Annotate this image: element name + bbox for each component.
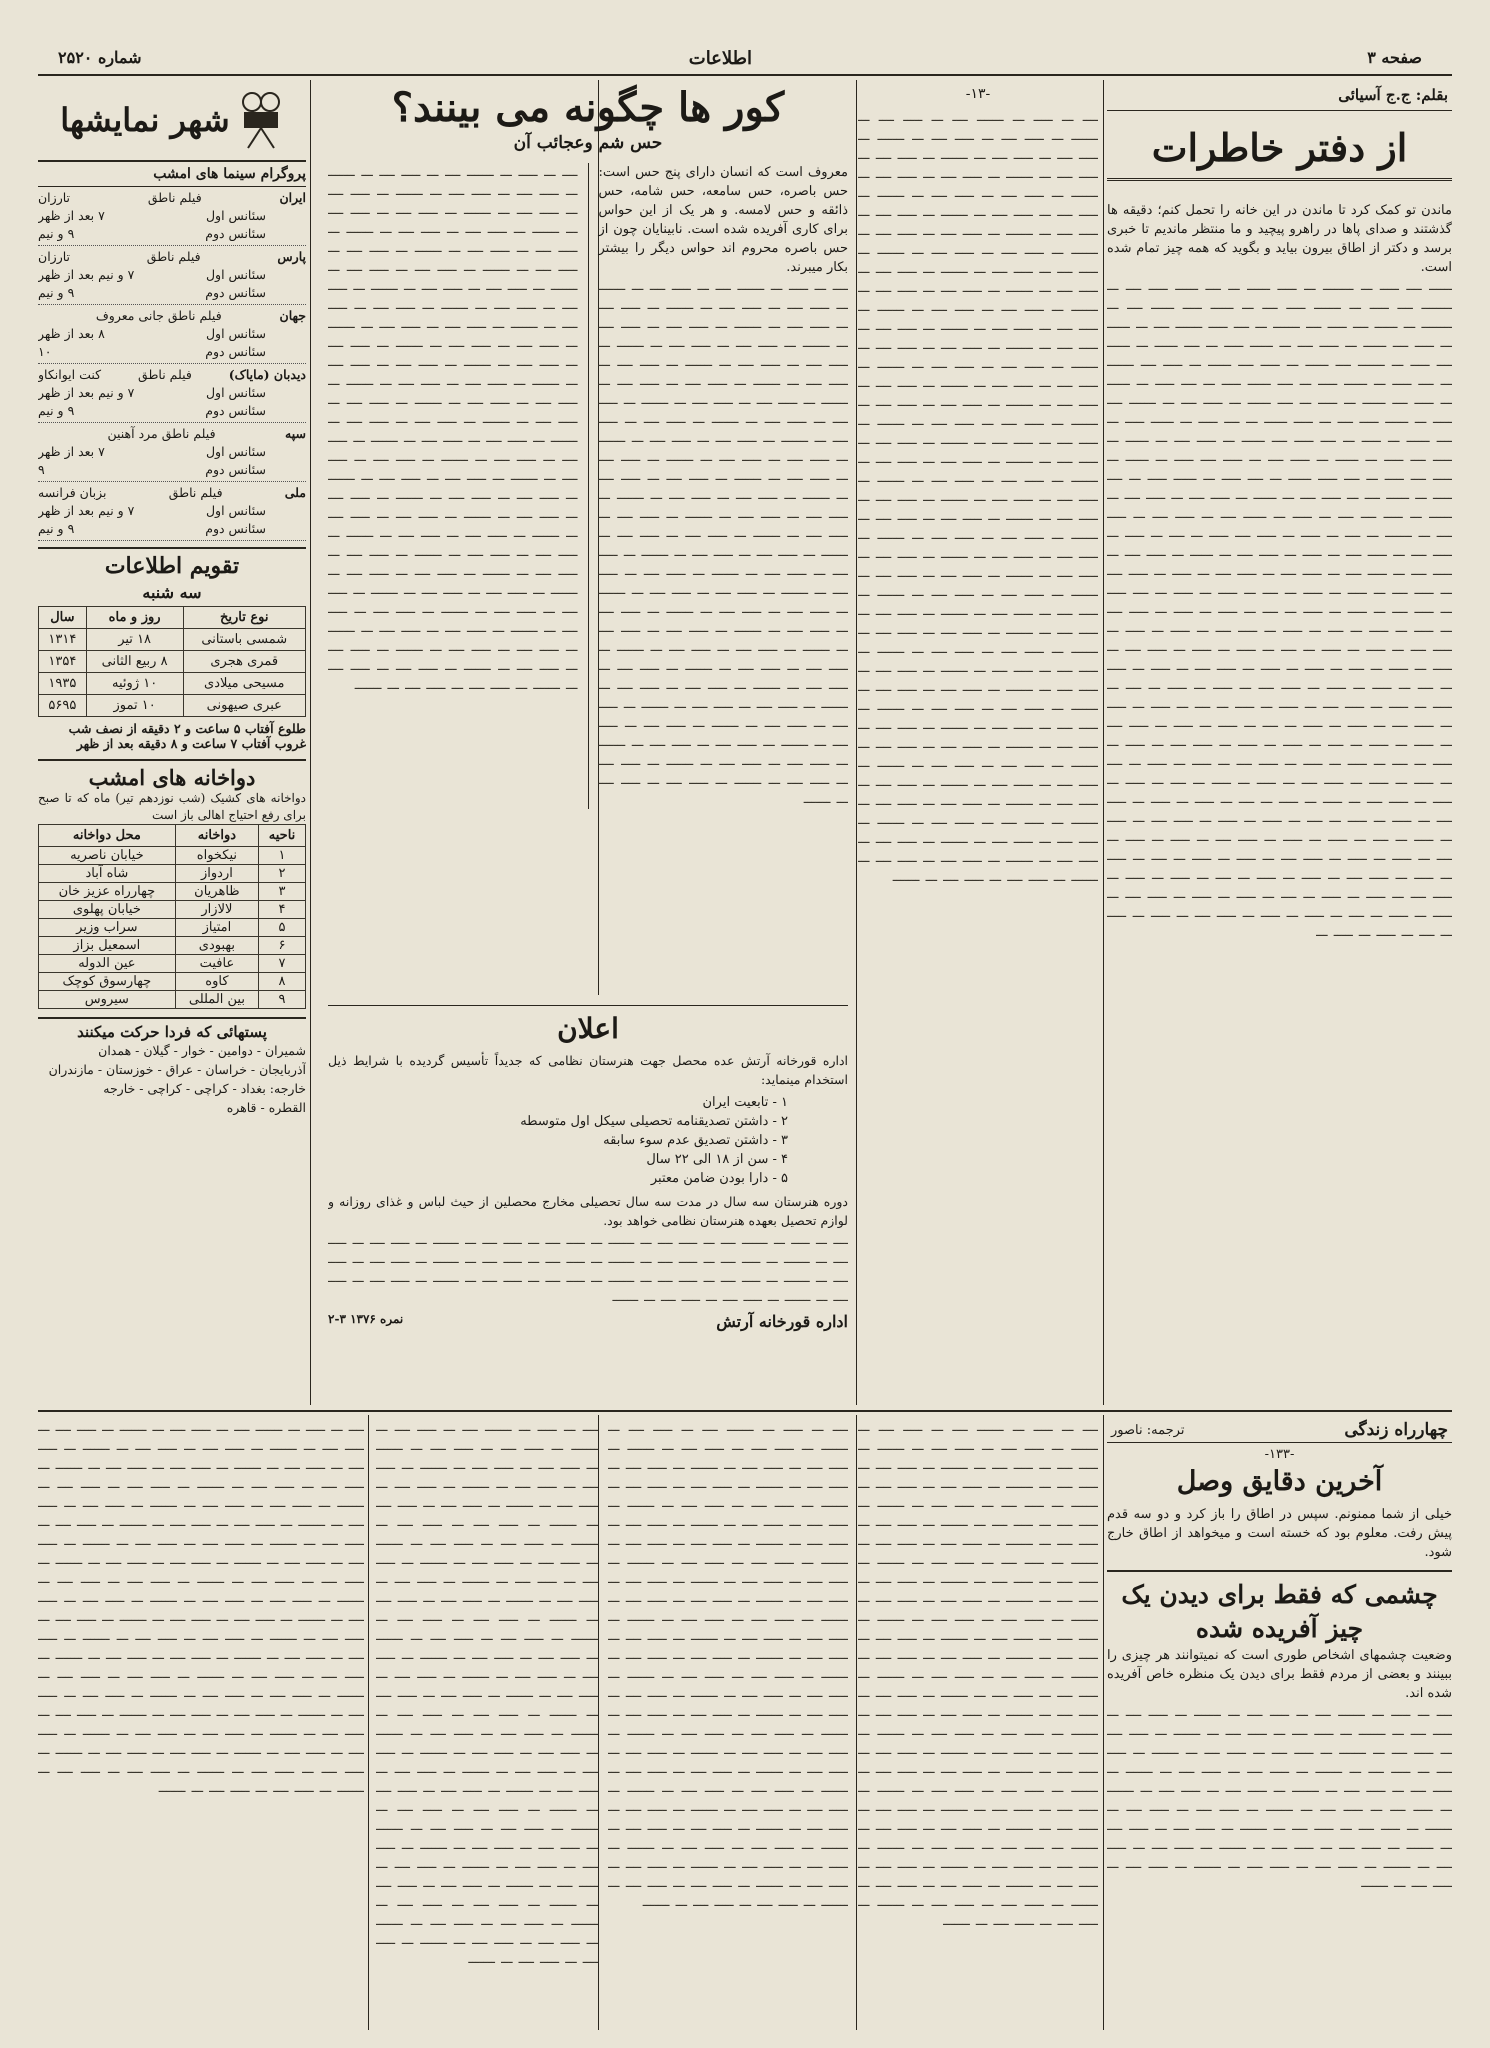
memoir-body: ــــــ ــــ ـــــ ـــ ــــــــ ـــ ـــــ ــــــ ـــ ــــ ــــــ ـــــ ــــ ـــ ــــــــ ــــ ـــــ ـــ ـــــــ ـــــ ــــ ـــ ــــــ ـــــ ــــــ ــــ ـــ ــــــــ ـــ ــــــ ــــ ـــــ ــــ ـــــــ ـــ ــــ ـــــ ـــــــ ــــ ـــ ــــــ ـــ ـــــ ــــ ــــــ ـــ ـــــ ــــ ـــ ــــــ ـــــ ـــ ــــ ــــــ ـــ ــــــ ــــ ـــــ ـــ ـــــــ ــــ ــــــ ـــ ـــــ ــــ ــــــ ـــ ـــــ ــــ ـــــــ ـــ ــــ ـــــ ـــ ــــــ ـــــ ـــ ــــ ــــــ ـــــ ـــ ــــ ـــــ ـــ ــــــ ـــ ـــــ ــــ ــــــ ـــ ـــــ ـــ ــــ ــــــ ـــ ـــــ ــــ ـــ ـــــــ ــــ ـــــ ـــ ــــــ ـــــ ــــ ـــ ـــــ ــــــ ـــ ــــ ـــــ ـــ ــــــ ـــــ ـــ ــــ ــــــ ـــ ـــــ ـــ ــــ ـــــ ــــ ــــــ ـــ ـــــ ــــ ـــ ــــــ ـــ ـــــ ــــ ـــــ ـــ ــــــ ـــ ـــــ ــــ ـــ ـــــ ــــ ـــــ ـــ ــــــ ـــ ـــــ ــــ ـــــ ـــ ــــ ـــــ ــــــ ـــ ــــ ـــــ ـــ ــــــ ـــــ ـــ ــــ ـــــ ـــ ــــــ ــــ ـــ ـــــ ــــ ـــ ــــــ ـــ ـــــ ــــ ـــ ـــــ ــــ ـــ ــــــ ـــ ـــــ ــــ ــــ ـــ ـــــ ـــ ــــــ ــــ ـــ ـــــ ــــ ـــ ـــــ ــــ ـــ ـــــــ ـــ ــــ ـــ ـــــ ـــ ـــــ ــــ ـــــ ـــ ــــ ـــ ـــــ ـــ ـــــ ــــ ـــ ـــــ ــــ ـــ ـــــ ـــ ـــــ ــــ ـــ ــــــ ـــ ـــــ ــــ ـــ ـــــ ــــ ـــ ـــــ ــــ ـــ ـــــ ــــ ـــ ـــــ ــــ ـــ ـــــ ـــ ـــــ ــــ ـــ ـــــ ــــ ـــ ـــــ ـــ ـــــ ـــ ــــ ـــ ـــــ ـــ ـــــ ـــ ــــ ـــــ ـــ ـــــ ــــ ـــ ـــــ ـــ ـــــ ـــ ــــ ـــ ـــــ ـــ ـــــ ـــ ـــــ ــــ ـــ ـــــ ـــ ـــــ ـــ ــــ ـــ ـــــ ـــ ـــــ ــــ ـــ ـــــ ـــ ـــــ ـــ ـــــ ــــ ـــ ـــــ ـــ ـــــ ـــ ــــ ـــ ـــــ ـــ ـــــ ـــ ـــــ ــــ ـــ ـــــ ـــ ـــــ ـــ ــــ ـــ ـــــ ـــ ـــــ ـــ ـــــ ــــ ـــ ـــــ ـــ ـــــ ـــ ــــ ـــ ـــــ ـــ ـــــ ـــ ـــــ ــــ ـــ ـــــ ـــ ـــــ ـــ ــــ ـــ ـــــ ـــ ـــــ ـــ ـــــ ــــ ـــ ـــــ ـــ ـــــ ـــ ــــ ـــ ـــــ ـــ ـــــ ـــ ـــــ ــــ ـــ ـــــ ـــ ـــــ ـــ ــــ ـــ ـــــ ـــ ـــــ ـــ ـــــ ــــ ـــ ـــــ ـــ ـــــ ـــ ــــ ـــ ـــــ ـــ ـــــ ـــ ـــــ ــــ ـــ ـــــ ـــ ـــــ ـــ ــــ ـــ ـــــ ـــ ـــــ ـــ ـــــ ــــ ـــ ـــــ ـــ ـــــ ـــ ــــ ـــ ـــــ ـــ ـــــ ـــ ـــــ ــــ ـــ ـــــ ـــ ـــــ ـــ ــــ ـــ ـــــ ـــ ـــــ ـــ ـــــ ــــ ـــ ـــــ ـــ ـــــ ـــ ــــ ـــ ـــــ ـــ ـــــ ـــ ـــــ ــــ ـــ ـــــ ـــ ـــــ ـــ ــــ ـــ ـــــ ـــ ـــــ ـــ ـــــ ــــ ـــ ـــــ ـــ ـــــ ـــ ــــ ـــ ـــــ ـــ ـــــ ـــ ـــــ ــــ ـــ ـــــ ـــ ـــــ ـــ ــــ ـــ ـــــ ـــ ـــــ ـــ ـــــ ــــ ـــ ـــــ ـــ ـــــ ـــ ــــ ـــ ـــــ ـــ ـــــ ـــ ـــــ ــــ ـــ ـــــ ـــ ـــــ ـــ ــــ ـــ ـــــ ـــ ـــــ ـــ ـــــ ــــ ـــ ـــــ ـــ ـــــ ـــ ــــ ـــ ـــــ ـــ ـــــ ـــ ـــــ ــــ ـــ ـــــ ـــ ـــــ ـــ ــــ ـــ ـــــ ـــ ـــــ ـــ ـــــ ــــ ـــ ـــــ ـــ ـــــ ـــ ــــ ـــ ـــــ ـــ ـــــ ـــ [1107, 279, 1452, 940]
post-title: پستهائی که فردا حرکت میکنند [77, 1023, 267, 1041]
calendar-cell: ۱۸ تیر [86, 629, 183, 651]
cinema-time: ۹ [38, 462, 45, 477]
calendar-table [38, 606, 306, 717]
column-divider [1103, 80, 1104, 1405]
memoir-number: -۱۳- [965, 86, 991, 102]
calendar-cell: ۱۰ ژوئیه [86, 673, 183, 695]
cinema-name: ایران [279, 190, 306, 205]
column-divider [856, 1415, 857, 2030]
calendar-row [39, 673, 306, 695]
pharmacy-cell: ۸ [259, 973, 306, 991]
pharmacy-cell: ۱ [259, 847, 306, 865]
blind-body-col2: ــــ ـــ ـــــ ـــ ـــــــ ــــ ـــ ـــــ ــــ ـــ ـــــــ ـــ ـــــ ــــ ـــ ـــــ ــــ ـــ ـــــــ ـــ ـــــ ــــ ـــ ـــــ ــــ ـــ ـــــــ ـــ ـــــ ــــ ـــ ـــــ ــــ ـــ ـــــــ ـــ ـــــ ــــ ـــ ـــــ ــــ ـــ ـــــــ ـــ ـــــ ــــ ـــ ـــــ ــــ ـــ ـــــــ ـــ ـــــ ــــ ـــ ـــــ ــــ ـــ ـــــــ ـــ ـــــ ــــ ـــ ـــــ ــــ ـــ ـــــــ ـــ ـــــ ــــ ـــ ـــــ ــــ ـــ ـــــــ ـــ ـــــ ــــ ـــ ـــــ ــــ ـــ ـــــــ ـــ ـــــ ــــ ـــ ـــــ ــــ ـــ ـــــــ ـــ ـــــ ــــ ـــ ـــــ ــــ ـــ ـــــــ ـــ ـــــ ــــ ـــ ـــــ ــــ ـــ ـــــــ ـــ ـــــ ــــ ـــ ـــــ ــــ ـــ ـــــــ ـــ ـــــ ــــ ـــ ـــــ ــــ ـــ ـــــــ ـــ ـــــ ــــ ـــ ـــــ ــــ ـــ ـــــــ ـــ ـــــ ــــ ـــ ـــــ ــــ ـــ ـــــــ ـــ ـــــ ــــ ـــ ـــــ ــــ ـــ ـــــــ ـــ ـــــ ــــ ـــ ـــــ ــــ ـــ ـــــــ ـــ ـــــ ــــ ـــ ـــــ ــــ ـــ ـــــــ ـــ ـــــ ــــ ـــ ـــــ ــــ ـــ ـــــــ ـــ ـــــ ــــ ـــ ـــــ ــــ ـــ ـــــــ ـــ ـــــ ــــ ـــ ـــــ ــــ ـــ ـــــــ ـــ ـــــ ــــ ـــ ـــــ ــــ ـــ ـــــــ ـــ ـــــ ــــ ـــ ـــــ ــــ ـــ ـــــــ ـــ ـــــ ــــ ـــ ـــــ ــــ ـــ ـــــــ ـــ ـــــ ــــ ـــ ـــــ ــــ ـــ ـــــــ ـــ ـــــ ــــ ـــ ـــــ ــــ ـــ ـــــــ ـــ ـــــ ــــ ـــ ـــــ ــــ ـــ ـــــــ ـــ ـــــ ــــ ـــ ـــــ ــــ ـــ ـــــــ ـــ ـــــ ــــ ـــ ـــــ ــــ ـــ ـــــــ ـــ ـــــ ــــ ـــ ـــــ ــــ ـــ ـــــــ ـــ ـــــ ــــ ـــ ـــــ ــــ ـــ ـــــــ ـــ ـــــ ــــ ـــ ـــــ ــــ ـــ ـــــــ ـــ ـــــ ــــ ـــ ـــــ ــــ ـــ ـــــــ ـــ ـــــ ــــ ـــ ـــــ ــــ ـــ ـــــــ ـــ ـــــ ــــ ـــ ـــــ ــــ ـــ ـــــــ ـــ ـــــ ــــ ـــ ـــــ ــــ ـــ ـــــــ [328, 165, 578, 693]
issue-number: شماره ۲۵۲۰ [58, 48, 142, 67]
notice-signature: اداره قورخانه آرتش [716, 1312, 848, 1331]
blind-subtitle: حس شم وعجائب آن [513, 133, 663, 153]
cinema-entry [38, 246, 306, 305]
story-text: ــــ ـــ ـــــ ـــ ـــــــ ــــ ـــ ـــــ ــــ ـــ ـــــــ ـــ ـــــ ــــ ـــ ـــــ ــــ ـــ ـــــــ ـــ ـــــ ــــ ـــ ـــــ ــــ ـــ ـــــــ ـــ ـــــ ــــ ـــ ـــــ ــــ ـــ ـــــــ ـــ ـــــ ــــ ـــ ـــــ ــــ ـــ ـــــــ ـــ ـــــ ــــ ـــ ـــــ ــــ ـــ ـــــــ ـــ ـــــ ــــ ـــ ـــــ ــــ ـــ ـــــــ ـــ ـــــ ــــ ـــ ـــــ ــــ ـــ ـــــــ ـــ ـــــ ــــ ـــ ـــــ ــــ ـــ ـــــــ ـــ ـــــ ــــ ـــ ـــــ ــــ ـــ ـــــــ ـــ ـــــ ــــ ـــ ـــــ ــــ ـــ ـــــــ ـــ ـــــ ــــ ـــ ـــــ ــــ ـــ ـــــــ ـــ ـــــ ــــ ـــ ـــــ ــــ ـــ ـــــــ ـــ ـــــ ــــ ـــ ـــــ ــــ ـــ ـــــــ ـــ ـــــ ــــ ـــ ـــــ ــــ ـــ ـــــــ ـــ ـــــ ــــ ـــ ـــــ ــــ ـــ ـــــــ ـــ ـــــ ــــ ـــ ـــــ ــــ ـــ ـــــــ ـــ ـــــ ــــ ـــ ـــــ ــــ ـــ ـــــــ ـــ ـــــ ــــ ـــ ـــــ ــــ ـــ ـــــــ ـــ ـــــ ــــ ـــ ـــــ ــــ ـــ ـــــــ ـــ ـــــ ــــ ـــ ـــــ ــــ ـــ ـــــــ ـــ ـــــ ــــ ـــ ـــــ ــــ ـــ ـــــــ ـــ ـــــ ــــ ـــ ـــــ ــــ ـــ ـــــــ ـــ ـــــ ــــ ـــ ـــــ ــــ ـــ ـــــــ ـــ ـــــ ــــ ـــ ـــــ ــــ ـــ ـــــــ ـــ ـــــ ــــ ـــ ـــــ ــــ ـــ ـــــــ ـــ ـــــ ــــ ـــ ـــــ ــــ ـــ ـــــــ ـــ ـــــ ــــ ـــ ـــــ ــــ ـــ ـــــــ ـــ ـــــ ــــ ـــ ـــــ ــــ ـــ ـــــــ ـــ ـــــ ــــ ـــ ـــــ ــــ ـــ ـــــــ ـــ ـــــ ــــ ـــ ـــــ ــــ ـــ ـــــــ ـــ ـــــ ــــ ـــ ـــــ ــــ ـــ ـــــــ ـــ ـــــ ــــ ـــ ـــــ ــــ ـــ ـــــــ ـــ ـــــ ــــ ـــ ـــــ ــــ ـــ ـــــــ ـــ ـــــ ــــ ـــ ـــــ ــــ ـــ ـــــــ [38, 1420, 364, 1796]
calendar-cell: ۵۶۹۵ [39, 695, 87, 717]
story-text: ــــ ـــ ـــــ ـــ ـــــــ ــــ ـــ ـــــ ــــ ـــ ـــــــ ـــ ـــــ ــــ ـــ ـــــ ــــ ـــ ـــــــ ـــ ـــــ ــــ ـــ ـــــ ــــ ـــ ـــــــ ـــ ـــــ ــــ ـــ ـــــ ــــ ـــ ـــــــ ـــ ـــــ ــــ ـــ ـــــ ــــ ـــ ـــــــ ـــ ـــــ ــــ ـــ ـــــ ــــ ـــ ـــــــ ـــ ـــــ ــــ ـــ ـــــ ــــ ـــ ـــــــ ـــ ـــــ ــــ ـــ ـــــ ــــ ـــ ـــــــ ـــ ـــــ ــــ ـــ ـــــ ــــ ـــ ـــــــ ـــ ـــــ ــــ ـــ ـــــ ــــ ـــ ـــــــ ـــ ـــــ ــــ ـــ ـــــ ــــ ـــ ـــــــ ـــ ـــــ ــــ ـــ ـــــ ــــ ـــ ـــــــ ـــ ـــــ ــــ ـــ ـــــ ــــ ـــ ـــــــ ـــ ـــــ ــــ ـــ ـــــ ــــ ـــ ـــــــ ـــ ـــــ ــــ ـــ ـــــ ــــ ـــ ـــــــ ـــ ـــــ ــــ ـــ ـــــ ــــ ـــ ـــــــ ـــ ـــــ ــــ ـــ ـــــ ــــ ـــ ـــــــ ـــ ـــــ ــــ ـــ ـــــ ــــ ـــ ـــــــ ـــ ـــــ ــــ ـــ ـــــ ــــ ـــ ـــــــ ـــ ـــــ ــــ ـــ ـــــ ــــ ـــ ـــــــ ـــ ـــــ ــــ ـــ ـــــ ــــ ـــ ـــــــ ـــ ـــــ ــــ ـــ ـــــ ــــ ـــ ـــــــ ـــ ـــــ ــــ ـــ ـــــ ــــ ـــ ـــــــ ـــ ـــــ ــــ ـــ ـــــ ــــ ـــ ـــــــ ـــ ـــــ ــــ ـــ ـــــ ــــ ـــ ـــــــ ـــ ـــــ ــــ ـــ ـــــ ــــ ـــ ـــــــ ـــ ـــــ ــــ ـــ ـــــ ــــ ـــ ـــــــ ـــ ـــــ ــــ ـــ ـــــ ــــ ـــ ـــــــ ـــ ـــــ ــــ ـــ ـــــ ــــ ـــ ـــــــ ـــ ـــــ ــــ ـــ ـــــ ــــ ـــ ـــــــ ـــ ـــــ ــــ ـــ ـــــ ــــ ـــ ـــــــ ـــ ـــــ ــــ ـــ ـــــ ــــ ـــ ـــــــ ـــ ـــــ ــــ ـــ ـــــ ــــ ـــ ـــــــ ـــ ـــــ ــــ ـــ ـــــ ــــ ـــ ـــــــ [376, 1420, 598, 1967]
calendar-cell: مسیحی میلادی [183, 673, 305, 695]
cinema-entry [38, 305, 306, 364]
cinema-show: سئانس دوم [205, 462, 266, 477]
serial-title: آخرین دقایق وصل [1176, 1466, 1383, 1497]
serial-text: خیلی از شما ممنونم. سپس در اطاق را باز کرد و دو سه قدم پیش رفت. معلوم بود که خسته است و میخواهد از اطاق خارج شود. [1107, 1507, 1452, 1560]
cinema-film: فیلم ناطق [138, 367, 192, 382]
pharmacy-cell: ۷ [259, 955, 306, 973]
cinema-entry [38, 482, 306, 541]
notice-item: ۵ - دارا بودن ضامن معتبر [650, 1171, 788, 1186]
notice-item: ۲ - داشتن تصدیقنامه تحصیلی سیکل اول متوسطه [520, 1114, 788, 1129]
notice-box [328, 1005, 848, 1406]
listings-column [38, 80, 306, 1405]
cinema-film-title: تارزان [38, 249, 71, 264]
calendar-day: سه شنبه [142, 583, 202, 602]
blind-body: معروف است که انسان دارای پنج حس است: حس باصره، حس سامعه، حس شامه، حس ذائقه و حس لامسه. و هر یک از این حواس برای کاری آفریده شده است. نابینایان چون از حس باصره محروم اند حواس دیگر را بیشتر بکار میبرند. [598, 165, 848, 275]
serial-label: چهارراه زندگی [1344, 1420, 1448, 1440]
pharmacy-cell: خیابان ناصریه [39, 847, 176, 865]
memoir-intro: ماندن تو کمک کرد تا ماندن در این خانه را تحمل کنم؛ دقیقه ها گذشتند و صدای پاها در راهرو پیچید و ما منتظر ماندیم تا خبری برسد و دکتر از اطاق بیرون بیاید و بگوید که همه چیز تمام شده است. [1107, 203, 1452, 275]
pharmacy-row [39, 991, 306, 1009]
notice-body-continued: ــــ ـــ ـــــ ـــ ـــــــ ــــ ـــ ـــــ ــــ ـــ ـــــــ ـــ ـــــ ــــ ـــ ـــــ ــــ ـــ ـــــــ ـــ ـــــ ــــ ـــ ـــــ ــــ ـــ ـــــــ ـــ ـــــ ــــ ـــ ـــــ ــــ ـــ ـــــــ ـــ ـــــ ــــ ـــ ـــــ ــــ ـــ ـــــــ ـــ ـــــ ــــ ـــ ـــــ ــــ ـــ ـــــــ ـــ ـــــ ــــ ـــ ـــــ ــــ ـــ ـــــــ ـــ ـــــ ــــ ـــ ـــــ ــــ ـــ ـــــــ ـــ ـــــ ــــ ـــ ـــــ ــــ ـــ ـــــــ ـــ ـــــ ــــ ـــ ـــــ ــــ ـــ ـــــــ [328, 1232, 848, 1304]
cinema-film: فیلم ناطق جانی معروف [95, 308, 222, 323]
pharmacy-note: دواخانه های کشیک (شب نوزدهم تیر) ماه که تا صبح برای رفع احتیاج اهالی باز است [38, 791, 306, 822]
pharmacy-cell: شاه آباد [39, 865, 176, 883]
pharmacy-cell: ظاهریان [175, 883, 258, 901]
pharmacy-row [39, 955, 306, 973]
post-line: شمیران - دوامین - خوار - گیلان - همدان [98, 1043, 306, 1058]
calendar-cell: ۱۳۱۴ [39, 629, 87, 651]
post-footer: القطره - قاهره [226, 1100, 306, 1115]
cinema-show: سئانس دوم [205, 226, 266, 241]
cinema-time: ۹ و نیم [38, 226, 75, 241]
notice-reference: نمره ۱۳۷۶ ۳-۲ [328, 1312, 404, 1326]
calendar-header: روز و ماه [86, 607, 183, 629]
serial-column [1107, 1418, 1452, 2030]
article-body-continued: ــــ ـــ ـــــ ـــ ـــــــ ــــ ـــ ـــــ ــــ ـــ ـــــــ ـــ ـــــ ــــ ـــ ـــــ ــــ ـــ ـــــــ ـــ ـــــ ــــ ـــ ـــــ ــــ ـــ ـــــــ ـــ ـــــ ــــ ـــ ـــــ ــــ ـــ ـــــــ ـــ ـــــ ــــ ـــ ـــــ ــــ ـــ ـــــــ ـــ ـــــ ــــ ـــ ـــــ ــــ ـــ ـــــــ ـــ ـــــ ــــ ـــ ـــــ ــــ ـــ ـــــــ ـــ ـــــ ــــ ـــ ـــــ ــــ ـــ ـــــــ ـــ ـــــ ــــ ـــ ـــــ ــــ ـــ ـــــــ ـــ ـــــ ــــ ـــ ـــــ ــــ ـــ ـــــــ ـــ ـــــ ــــ ـــ ـــــ ــــ ـــ ـــــــ ـــ ـــــ ــــ ـــ ـــــ ــــ ـــ ـــــــ ـــ ـــــ ــــ ـــ ـــــ ــــ ـــ ـــــــ ـــ ـــــ ــــ ـــ ـــــ ــــ ـــ ـــــــ ـــ ـــــ ــــ ـــ ـــــ ــــ ـــ ـــــــ ـــ ـــــ ــــ ـــ ـــــ ــــ ـــ ـــــــ ـــ ـــــ ــــ ـــ ـــــ ــــ ـــ ـــــــ [1107, 1705, 1452, 1891]
column-divider [1103, 1415, 1104, 2030]
calendar-cell: عبری صیهونی [183, 695, 305, 717]
pharmacy-row [39, 883, 306, 901]
column-divider [598, 1415, 599, 2030]
serial-number: -۱۳۳- [1264, 1447, 1295, 1462]
pharmacy-cell: امتیاز [175, 919, 258, 937]
calendar-header: سال [39, 607, 87, 629]
cinema-time: ۷ بعد از ظهر [38, 208, 105, 223]
pharmacy-cell: عین الدوله [39, 955, 176, 973]
pharmacy-cell: چهارسوق کوچک [39, 973, 176, 991]
cinema-name: سپه [285, 426, 306, 441]
calendar-cell: ۱۰ تموز [86, 695, 183, 717]
pharmacy-cell: ۲ [259, 865, 306, 883]
cinema-banner-title: شهر نمایشها [60, 101, 230, 139]
memoir-continued-text: ــــ ـــ ـــــ ـــ ـــــــ ــــ ـــ ـــــ ــــ ـــ ـــــــ ـــ ـــــ ــــ ـــ ـــــ ــــ ـــ ـــــــ ـــ ـــــ ــــ ـــ ـــــ ــــ ـــ ـــــــ ـــ ـــــ ــــ ـــ ـــــ ــــ ـــ ـــــــ ـــ ـــــ ــــ ـــ ـــــ ــــ ـــ ـــــــ ـــ ـــــ ــــ ـــ ـــــ ــــ ـــ ـــــــ ـــ ـــــ ــــ ـــ ـــــ ــــ ـــ ـــــــ ـــ ـــــ ــــ ـــ ـــــ ــــ ـــ ـــــــ ـــ ـــــ ــــ ـــ ـــــ ــــ ـــ ـــــــ ـــ ـــــ ــــ ـــ ـــــ ــــ ـــ ـــــــ ـــ ـــــ ــــ ـــ ـــــ ــــ ـــ ـــــــ ـــ ـــــ ــــ ـــ ـــــ ــــ ـــ ـــــــ ـــ ـــــ ــــ ـــ ـــــ ــــ ـــ ـــــــ ـــ ـــــ ــــ ـــ ـــــ ــــ ـــ ـــــــ ـــ ـــــ ــــ ـــ ـــــ ــــ ـــ ـــــــ ـــ ـــــ ــــ ـــ ـــــ ــــ ـــ ـــــــ ـــ ـــــ ــــ ـــ ـــــ ــــ ـــ ـــــــ ـــ ـــــ ــــ ـــ ـــــ ــــ ـــ ـــــــ ـــ ـــــ ــــ ـــ ـــــ ــــ ـــ ـــــــ ـــ ـــــ ــــ ـــ ـــــ ــــ ـــ ـــــــ ـــ ـــــ ــــ ـــ ـــــ ــــ ـــ ـــــــ ـــ ـــــ ــــ ـــ ـــــ ــــ ـــ ـــــــ ـــ ـــــ ــــ ـــ ـــــ ــــ ـــ ـــــــ ـــ ـــــ ــــ ـــ ـــــ ــــ ـــ ـــــــ ـــ ـــــ ــــ ـــ ـــــ ــــ ـــ ـــــــ ـــ ـــــ ــــ ـــ ـــــ ــــ ـــ ـــــــ ـــ ـــــ ــــ ـــ ـــــ ــــ ـــ ـــــــ ـــ ـــــ ــــ ـــ ـــــ ــــ ـــ ـــــــ ـــ ـــــ ــــ ـــ ـــــ ــــ ـــ ـــــــ ـــ ـــــ ــــ ـــ ـــــ ــــ ـــ ـــــــ ـــ ـــــ ــــ ـــ ـــــ ــــ ـــ ـــــــ ـــ ـــــ ــــ ـــ ـــــ ــــ ـــ ـــــــ ـــ ـــــ ــــ ـــ ـــــ ــــ ـــ ـــــــ ـــ ـــــ ــــ ـــ ـــــ ــــ ـــ ـــــــ ـــ ـــــ ــــ ـــ ـــــ ــــ ـــ ـــــــ ـــ ـــــ ــــ ـــ ـــــ ــــ ـــ ـــــــ ـــ ـــــ ــــ ـــ ـــــ ــــ ـــ ـــــــ ـــ ـــــ ــــ ـــ ـــــ ــــ ـــ ـــــــ ـــ ـــــ ــــ ـــ ـــــ ــــ ـــ ـــــــ ـــ ـــــ ــــ ـــ ـــــ ــــ ـــ ـــــــ ـــ ـــــ ــــ ـــ ـــــ ــــ ـــ ـــــــ ـــ ـــــ ــــ ـــ ـــــ ــــ ـــ ـــــــ ـــ ـــــ ــــ ـــ ـــــ ــــ ـــ ـــــــ ـــ ـــــ ــــ ـــ ـــــ ــــ ـــ ـــــــ ـــ ـــــ ــــ ـــ ـــــ ــــ ـــ ـــــــ ـــ ـــــ ــــ ـــ ـــــ ــــ ـــ ـــــــ ـــ ـــــ ــــ ـــ ـــــ ــــ ـــ ـــــــ ـــ ـــــ ــــ ـــ ـــــ ــــ ـــ ـــــــ ـــ ـــــ ــــ ـــ ـــــ ــــ ـــ ـــــــ ـــ ـــــ ــــ ـــ ـــــ ــــ ـــ ـــــــ ـــ ـــــ ــــ ـــ ـــــ ــــ ـــ ـــــــ ـــ ـــــ ــــ ـــ ـــــ ــــ ـــ ـــــــ ـــ ـــــ ــــ ـــ ـــــ ــــ ـــ ـــــــ ـــ ـــــ ــــ ـــ ـــــ ــــ ـــ ـــــــ [858, 110, 1098, 885]
page-number: صفحه ۳ [1367, 48, 1422, 67]
story-text: ــــ ـــ ـــــ ـــ ـــــــ ــــ ـــ ـــــ ــــ ـــ ـــــــ ـــ ـــــ ــــ ـــ ـــــ ــــ ـــ ـــــــ ـــ ـــــ ــــ ـــ ـــــ ــــ ـــ ـــــــ ـــ ـــــ ــــ ـــ ـــــ ــــ ـــ ـــــــ ـــ ـــــ ــــ ـــ ـــــ ــــ ـــ ـــــــ ـــ ـــــ ــــ ـــ ـــــ ــــ ـــ ـــــــ ـــ ـــــ ــــ ـــ ـــــ ــــ ـــ ـــــــ ـــ ـــــ ــــ ـــ ـــــ ــــ ـــ ـــــــ ـــ ـــــ ــــ ـــ ـــــ ــــ ـــ ـــــــ ـــ ـــــ ــــ ـــ ـــــ ــــ ـــ ـــــــ ـــ ـــــ ــــ ـــ ـــــ ــــ ـــ ـــــــ ـــ ـــــ ــــ ـــ ـــــ ــــ ـــ ـــــــ ـــ ـــــ ــــ ـــ ـــــ ــــ ـــ ـــــــ ـــ ـــــ ــــ ـــ ـــــ ــــ ـــ ـــــــ ـــ ـــــ ــــ ـــ ـــــ ــــ ـــ ـــــــ ـــ ـــــ ــــ ـــ ـــــ ــــ ـــ ـــــــ ـــ ـــــ ــــ ـــ ـــــ ــــ ـــ ـــــــ ـــ ـــــ ــــ ـــ ـــــ ــــ ـــ ـــــــ ـــ ـــــ ــــ ـــ ـــــ ــــ ـــ ـــــــ ـــ ـــــ ــــ ـــ ـــــ ــــ ـــ ـــــــ ـــ ـــــ ــــ ـــ ـــــ ــــ ـــ ـــــــ ـــ ـــــ ــــ ـــ ـــــ ــــ ـــ ـــــــ ـــ ـــــ ــــ ـــ ـــــ ــــ ـــ ـــــــ ـــ ـــــ ــــ ـــ ـــــ ــــ ـــ ـــــــ ـــ ـــــ ــــ ـــ ـــــ ــــ ـــ ـــــــ ـــ ـــــ ــــ ـــ ـــــ ــــ ـــ ـــــــ ـــ ـــــ ــــ ـــ ـــــ ــــ ـــ ـــــــ ـــ ـــــ ــــ ـــ ـــــ ــــ ـــ ـــــــ ـــ ـــــ ــــ ـــ ـــــ ــــ ـــ ـــــــ ـــ ـــــ ــــ ـــ ـــــ ــــ ـــ ـــــــ ـــ ـــــ ــــ ـــ ـــــ ــــ ـــ ـــــــ ـــ ـــــ ــــ ـــ ـــــ ــــ ـــ ـــــــ ـــ ـــــ ــــ ـــ ـــــ ــــ ـــ ـــــــ ـــ ـــــ ــــ ـــ ـــــ ــــ ـــ ـــــــ ـــ ـــــ ــــ ـــ ـــــ ــــ ـــ ـــــــ [858, 1420, 1098, 1929]
post-line: خارجه: بغداد - کراچی - کراچی - خارجه [103, 1081, 306, 1096]
cinema-program-title: پروگرام سینما های امشب [38, 162, 306, 187]
pharmacy-header: محل دواخانه [39, 825, 176, 847]
cinema-name: جهان [279, 308, 306, 323]
post-line: آذربایجان - خراسان - عراق - خوزستان - مازندران [48, 1062, 306, 1077]
calendar-row [39, 651, 306, 673]
calendar-cell: قمری هجری [183, 651, 305, 673]
cinema-entry [38, 423, 306, 482]
memoir-column [1107, 80, 1452, 1405]
calendar-title: تقویم اطلاعات [104, 553, 240, 579]
notice-item: ۴ - سن از ۱۸ الی ۲۲ سال [646, 1152, 788, 1167]
blind-article [328, 80, 848, 995]
blind-body-continued: ــــ ـــ ـــــ ـــ ـــــــ ــــ ـــ ـــــ ــــ ـــ ـــــــ ـــ ـــــ ــــ ـــ ـــــ ــــ ـــ ـــــــ ـــ ـــــ ــــ ـــ ـــــ ــــ ـــ ـــــــ ـــ ـــــ ــــ ـــ ـــــ ــــ ـــ ـــــــ ـــ ـــــ ــــ ـــ ـــــ ــــ ـــ ـــــــ ـــ ـــــ ــــ ـــ ـــــ ــــ ـــ ـــــــ ـــ ـــــ ــــ ـــ ـــــ ــــ ـــ ـــــــ ـــ ـــــ ــــ ـــ ـــــ ــــ ـــ ـــــــ ـــ ـــــ ــــ ـــ ـــــ ــــ ـــ ـــــــ ـــ ـــــ ــــ ـــ ـــــ ــــ ـــ ـــــــ ـــ ـــــ ــــ ـــ ـــــ ــــ ـــ ـــــــ ـــ ـــــ ــــ ـــ ـــــ ــــ ـــ ـــــــ ـــ ـــــ ــــ ـــ ـــــ ــــ ـــ ـــــــ ـــ ـــــ ــــ ـــ ـــــ ــــ ـــ ـــــــ ـــ ـــــ ــــ ـــ ـــــ ــــ ـــ ـــــــ ـــ ـــــ ــــ ـــ ـــــ ــــ ـــ ـــــــ ـــ ـــــ ــــ ـــ ـــــ ــــ ـــ ـــــــ ـــ ـــــ ــــ ـــ ـــــ ــــ ـــ ـــــــ ـــ ـــــ ــــ ـــ ـــــ ــــ ـــ ـــــــ ـــ ـــــ ــــ ـــ ـــــ ــــ ـــ ـــــــ ـــ ـــــ ــــ ـــ ـــــ ــــ ـــ ـــــــ ـــ ـــــ ــــ ـــ ـــــ ــــ ـــ ـــــــ ـــ ـــــ ــــ ـــ ـــــ ــــ ـــ ـــــــ ـــ ـــــ ــــ ـــ ـــــ ــــ ـــ ـــــــ ـــ ـــــ ــــ ـــ ـــــ ــــ ـــ ـــــــ ـــ ـــــ ــــ ـــ ـــــ ــــ ـــ ـــــــ ـــ ـــــ ــــ ـــ ـــــ ــــ ـــ ـــــــ ـــ ـــــ ــــ ـــ ـــــ ــــ ـــ ـــــــ ـــ ـــــ ــــ ـــ ـــــ ــــ ـــ ـــــــ ـــ ـــــ ــــ ـــ ـــــ ــــ ـــ ـــــــ ـــ ـــــ ــــ ـــ ـــــ ــــ ـــ ـــــــ ـــ ـــــ ــــ ـــ ـــــ ــــ ـــ ـــــــ ـــ ـــــ ــــ ـــ ـــــ ــــ ـــ ـــــــ ـــ ـــــ ــــ ـــ ـــــ ــــ ـــ ـــــــ ـــ ـــــ ــــ ـــ ـــــ ــــ ـــ ـــــــ ـــ ـــــ ــــ ـــ ـــــ ــــ ـــ ـــــــ ـــ ـــــ ــــ ـــ ـــــ ــــ ـــ ـــــــ [598, 279, 848, 807]
cinema-film-title: بزبان فرانسه [38, 485, 107, 500]
pharmacy-cell: ۹ [259, 991, 306, 1009]
cinema-film: فیلم ناطق [146, 249, 201, 264]
notice-item: ۳ - داشتن تصدیق عدم سوء سابقه [603, 1133, 788, 1148]
newspaper-name: اطلاعات [688, 48, 752, 69]
cinema-show: سئانس اول [205, 503, 266, 518]
pharmacy-cell: لالازار [175, 901, 258, 919]
story-text: ــــ ـــ ـــــ ـــ ـــــــ ــــ ـــ ـــــ ــــ ـــ ـــــــ ـــ ـــــ ــــ ـــ ـــــ ــــ ـــ ـــــــ ـــ ـــــ ــــ ـــ ـــــ ــــ ـــ ـــــــ ـــ ـــــ ــــ ـــ ـــــ ــــ ـــ ـــــــ ـــ ـــــ ــــ ـــ ـــــ ــــ ـــ ـــــــ ـــ ـــــ ــــ ـــ ـــــ ــــ ـــ ـــــــ ـــ ـــــ ــــ ـــ ـــــ ــــ ـــ ـــــــ ـــ ـــــ ــــ ـــ ـــــ ــــ ـــ ـــــــ ـــ ـــــ ــــ ـــ ـــــ ــــ ـــ ـــــــ ـــ ـــــ ــــ ـــ ـــــ ــــ ـــ ـــــــ ـــ ـــــ ــــ ـــ ـــــ ــــ ـــ ـــــــ ـــ ـــــ ــــ ـــ ـــــ ــــ ـــ ـــــــ ـــ ـــــ ــــ ـــ ـــــ ــــ ـــ ـــــــ ـــ ـــــ ــــ ـــ ـــــ ــــ ـــ ـــــــ ـــ ـــــ ــــ ـــ ـــــ ــــ ـــ ـــــــ ـــ ـــــ ــــ ـــ ـــــ ــــ ـــ ـــــــ ـــ ـــــ ــــ ـــ ـــــ ــــ ـــ ـــــــ ـــ ـــــ ــــ ـــ ـــــ ــــ ـــ ـــــــ ـــ ـــــ ــــ ـــ ـــــ ــــ ـــ ـــــــ ـــ ـــــ ــــ ـــ ـــــ ــــ ـــ ـــــــ ـــ ـــــ ــــ ـــ ـــــ ــــ ـــ ـــــــ ـــ ـــــ ــــ ـــ ـــــ ــــ ـــ ـــــــ ـــ ـــــ ــــ ـــ ـــــ ــــ ـــ ـــــــ ـــ ـــــ ــــ ـــ ـــــ ــــ ـــ ـــــــ ـــ ـــــ ــــ ـــ ـــــ ــــ ـــ ـــــــ ـــ ـــــ ــــ ـــ ـــــ ــــ ـــ ـــــــ ـــ ـــــ ــــ ـــ ـــــ ــــ ـــ ـــــــ ـــ ـــــ ــــ ـــ ـــــ ــــ ـــ ـــــــ ـــ ـــــ ــــ ـــ ـــــ ــــ ـــ ـــــــ ـــ ـــــ ــــ ـــ ـــــ ــــ ـــ ـــــــ ـــ ـــــ ــــ ـــ ـــــ ــــ ـــ ـــــــ ـــ ـــــ ــــ ـــ ـــــ ــــ ـــ ـــــــ ـــ ـــــ ــــ ـــ ـــــ ــــ ـــ ـــــــ ـــ ـــــ ــــ ـــ ـــــ ــــ ـــ ـــــــ [608, 1420, 848, 1910]
sunset-time: غروب آفتاب ۷ ساعت و ۸ دقیقه بعد از ظهر [76, 736, 306, 751]
calendar-cell: ۱۹۳۵ [39, 673, 87, 695]
pharmacy-cell: ۴ [259, 901, 306, 919]
section-divider [38, 1410, 1452, 1412]
memoir-byline: بقلم: ج.ج آسیائی [1107, 80, 1452, 111]
cinema-show: سئانس دوم [205, 344, 266, 359]
pharmacy-cell: عافیت [175, 955, 258, 973]
story-column [608, 1418, 848, 2030]
cinema-show: سئانس دوم [205, 285, 266, 300]
story-column [858, 1418, 1098, 2030]
pharmacy-cell: نیکخواه [175, 847, 258, 865]
calendar-row [39, 695, 306, 717]
cinema-time: ۷ و نیم بعد از ظهر [38, 267, 135, 282]
cinema-show: سئانس اول [205, 267, 266, 282]
cinema-entry [38, 187, 306, 246]
cinema-entry [38, 364, 306, 423]
cinema-time: ۷ و نیم بعد از ظهر [38, 503, 135, 518]
cinema-time: ۷ و نیم بعد از ظهر [38, 385, 135, 400]
blind-title: کور ها چگونه می بینند؟ [391, 84, 785, 131]
serial-translator: ترجمه: ناصور [1111, 1422, 1185, 1438]
pharmacy-cell: ۵ [259, 919, 306, 937]
cinema-time: ۱۰ [38, 344, 52, 359]
cinema-name: پارس [277, 249, 306, 264]
cinema-film: فیلم ناطق [147, 190, 202, 205]
pharmacy-cell: اسمعیل بزاز [39, 937, 176, 955]
pharmacy-row [39, 973, 306, 991]
notice-lead: اداره قورخانه آرتش عده محصل جهت هنرستان نظامی که جدیداً تأسیس گردیده با شرایط ذیل استخدام مینماید: [328, 1053, 848, 1087]
cinema-show: سئانس اول [205, 385, 266, 400]
cinema-film-title: کنت ایوانکاو [38, 367, 102, 382]
cinema-show: سئانس اول [205, 208, 266, 223]
notice-item: ۱ - تابعیت ایران [702, 1095, 788, 1110]
pharmacy-cell: ۶ [259, 937, 306, 955]
pharmacy-cell: خیابان پهلوی [39, 901, 176, 919]
pharmacy-cell: بهبودی [175, 937, 258, 955]
pharmacy-cell: سراب وزیر [39, 919, 176, 937]
notice-title: اعلان [557, 1012, 619, 1045]
pharmacy-title: دواخانه های امشب [88, 765, 256, 790]
column-divider [368, 1415, 369, 2030]
cinema-time: ۹ و نیم [38, 285, 75, 300]
page-header [38, 40, 1452, 76]
pharmacy-row [39, 847, 306, 865]
story-column [376, 1418, 598, 2030]
column-divider [310, 80, 311, 1405]
pharmacy-cell: ۳ [259, 883, 306, 901]
sunrise-time: طلوع آفتاب ۵ ساعت و ۲ دقیقه از نصف شب [68, 721, 306, 736]
cinema-time: ۷ بعد از ظهر [38, 444, 105, 459]
pharmacy-cell: اردواز [175, 865, 258, 883]
memoir-title: از دفتر خاطرات [1107, 125, 1452, 181]
pharmacy-cell: کاوه [175, 973, 258, 991]
article-body: وضعیت چشمهای اشخاص طوری است که نمیتوانند هر چیزی را ببینند و بعضی از مردم فقط برای دیدن یک منظره خاص آفریده شده اند. [1107, 1648, 1452, 1701]
calendar-cell: ۱۳۵۴ [39, 651, 87, 673]
cinema-banner [38, 80, 306, 162]
cinema-film: فیلم ناطق [168, 485, 223, 500]
pharmacy-row [39, 901, 306, 919]
memoir-continued-column [858, 80, 1098, 1405]
cinema-name: ملی [284, 485, 306, 500]
pharmacy-header: دواخانه [175, 825, 258, 847]
cinema-time: ۸ بعد از ظهر [38, 326, 105, 341]
notice-body: دوره هنرستان سه سال در مدت سه سال تحصیلی مخارج محصلین از حیث لباس و غذای روزانه و لوازم تحصیل بعهده هنرستان نظامی خواهد بود. [328, 1194, 848, 1228]
calendar-header: نوع تاریخ [183, 607, 305, 629]
cinema-film: فیلم ناطق مرد آهنین [107, 426, 216, 441]
cinema-time: ۹ و نیم [38, 521, 75, 536]
cinema-show: سئانس اول [205, 326, 266, 341]
pharmacy-cell: سیروس [39, 991, 176, 1009]
pharmacy-cell: چهارراه عزیز خان [39, 883, 176, 901]
story-column [38, 1418, 364, 2030]
cinema-show: سئانس دوم [205, 521, 266, 536]
cinema-show: سئانس اول [205, 444, 266, 459]
cinema-film-title: تارزان [38, 190, 71, 205]
calendar-cell: ۸ ربیع الثانی [86, 651, 183, 673]
cinema-show: سئانس دوم [205, 403, 266, 418]
calendar-cell: شمسی باستانی [183, 629, 305, 651]
column-divider [856, 80, 857, 1405]
article-title: چشمی که فقط برای دیدن یک چیز آفریده شده [1121, 1580, 1438, 1643]
cinema-list [38, 187, 306, 541]
pharmacy-row [39, 937, 306, 955]
pharmacy-header: ناحیه [259, 825, 306, 847]
cinema-time: ۹ و نیم [38, 403, 75, 418]
calendar-row [39, 629, 306, 651]
film-camera-icon [238, 90, 284, 150]
pharmacy-table [38, 824, 306, 1009]
pharmacy-row [39, 865, 306, 883]
pharmacy-row [39, 919, 306, 937]
cinema-name: دیدبان (مایاک) [228, 367, 306, 382]
pharmacy-cell: بین المللی [175, 991, 258, 1009]
